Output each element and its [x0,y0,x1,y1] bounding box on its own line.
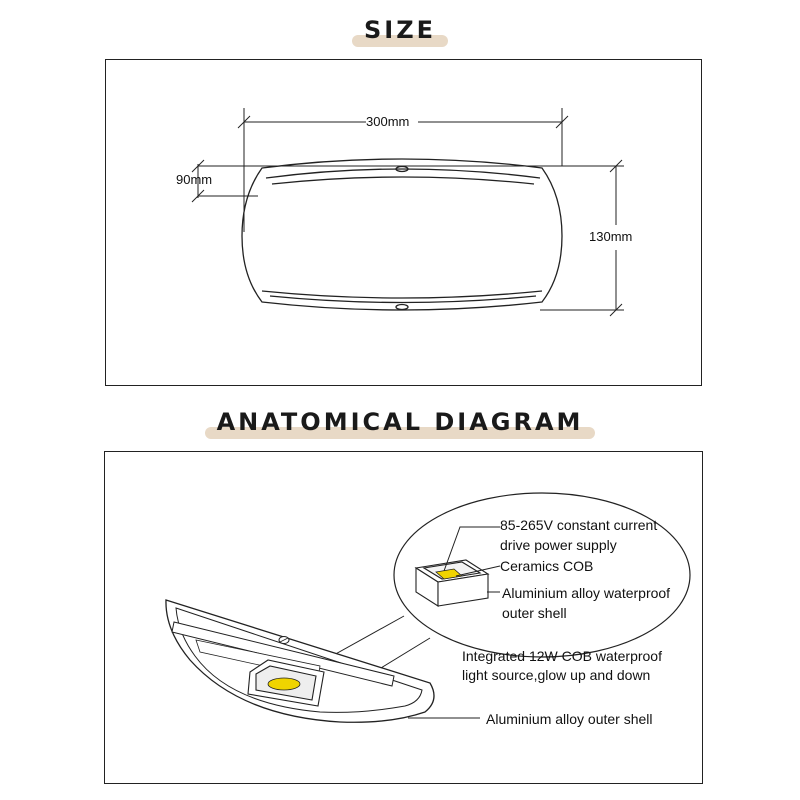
height-label: 130mm [589,229,633,244]
lamp-half-section [166,600,434,722]
cob-module-detail [416,560,488,606]
width-label: 300mm [366,114,410,129]
anatomy-heading-text: ANATOMICAL DIAGRAM [216,408,584,436]
outer-shell-label: Aluminium alloy outer shell [486,711,653,727]
depth-label: 90mm [176,172,213,187]
inner-shell-label-line2: outer shell [502,605,567,621]
light-source-label-line1: Integrated 12W COB waterproof [462,648,662,664]
light-source-label-line2: light source,glow up and down [462,667,651,683]
inner-shell-label-line1: Aluminium alloy waterproof [502,585,671,601]
lamp-front-view [242,159,562,310]
driver-label-line2: drive power supply [500,537,617,553]
size-heading-text: SIZE [363,16,436,44]
cob-label: Ceramics COB [500,558,594,574]
driver-label-line1: 85-265V constant current [500,517,658,533]
